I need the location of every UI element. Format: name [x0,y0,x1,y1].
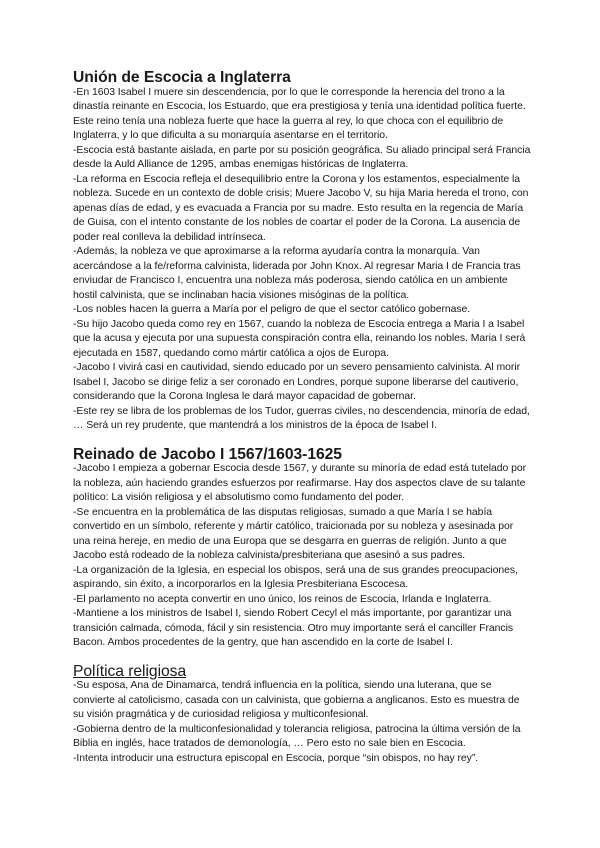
paragraph: -La organización de la Iglesia, en especial los obispos, será una de sus grandes preocupaciones, aspirando, sin éxito, a incorporarlos en la Iglesia Presbiteriana Escocesa. [73,564,518,590]
paragraph: -El parlamento no acepta convertir en uno único, los reinos de Escocia, Irlanda e Inglaterra. [73,593,492,605]
paragraph: -Este rey se libra de los problemas de los Tudor, guerras civiles, no descendencia, minoría de edad, … Será un rey prudente, que mantendrá a los ministros de la época de Isabel I. [73,405,530,431]
paragraph: -Además, la nobleza ve que aproximarse a la reforma ayudaría contra la monarquía. Van acercándose a la fe/reforma calvinista, liderada por John Knox. Al regresar Maria I de Francia tras enviudar de Francisco I, encuentra una nobleza más poderosa, siendo católica en un ambiente hostil calvinista, que se inclinaban hacia visiones misóginas de la política. [73,246,521,301]
paragraph: -Se encuentra en la problemática de las disputas religiosas, sumado a que María I se había convertido en un símbolo, referente y mártir católico, traicionada por su nobleza y asesinada por una reina hereje, en medio de una Europa que se desgarra en guerras de religión. Junto a que Jacobo está rodeado de la nobleza calvinista/presbiteriana que asesinó a sus padres. [73,506,514,561]
paragraph: -Intenta introducir una estructura episcopal en Escocia, porque “sin obispos, no hay rey”. [73,752,479,764]
section-heading: Unión de Escocia a Inglaterra [73,69,291,86]
document-body [73,71,533,780]
paragraph: -Los nobles hacen la guerra a María por el peligro de que el sector católico gobernase. [73,304,471,315]
paragraph: -En 1603 Isabel I muere sin descendencia, por lo que le corresponde la herencia del trono a la dinastía reinante en Escocia, los Estuardo, que era prestigiosa y tenía una identidad política fuerte. Este reino tenía una nobleza fuerte que hace la guerra al rey, lo que choca con el equilibrio de Inglaterra, y lo que dificulta a su monarquía asentarse en el territorio. [73,86,526,141]
section-politica-religiosa [73,662,533,767]
paragraph: -Jacobo I empieza a gobernar Escocia desde 1567, y durante su minoría de edad está tutelado por la nobleza, aún haciendo grandes esfuerzos por reafirmarse. Hay dos aspectos clave de su talante político: La visión religiosa y el absolutismo como fundamento del poder. [73,463,527,503]
section-union-escocia [73,71,533,434]
paragraph: -Mantiene a los ministros de Isabel I, siendo Robert Cecyl el más importante, por garantizar una transición calmada, cómoda, fácil y sin resistencia. Otro muy importante será el canciller Francis Bacon. Ambos procedentes de la gentry, que han ascendido en la corte de Isabel I. [73,608,514,648]
paragraph: -Gobierna dentro de la multiconfesionalidad y tolerancia religiosa, patrocina la última versión de la Biblia en inglés, hace tratados de demonología, … Pero esto no sale bien en Escocia. [73,723,521,749]
paragraph: -Jacobo I vivirá casi en cautividad, siendo educado por un severo pensamiento calvinista. Al morir Isabel I, Jacobo se dirige feliz a ser coronado en Londres, porque supone liberarse del cautiverio, considerando que la Corona Inglesa le dará mayor capacidad de gobernar. [73,362,521,402]
section-heading-underlined: Política religiosa [73,662,187,680]
paragraph: -Su esposa, Ana de Dinamarca, tendrá influencia en la política, siendo una luterana, que se convierte al catolicismo, casada con un calvinista, que gobierna a anglicanos. Esto es muestra de su visión pragmática y de curiosidad religiosa y multiconfesional. [73,680,520,720]
section-reinado-jacobo [73,445,533,651]
paragraph: -Escocia está bastante aislada, en parte por su posición geográfica. Su aliado principal será Francia desde la Auld Alliance de 1295, ambas enemigas históricas de Inglaterra. [73,144,531,170]
paragraph: -La reforma en Escocia refleja el desequilibrio entre la Corona y los estamentos, especialmente la nobleza. Sucede en un contexto de doble crisis; Muere Jacobo V, su hija Maria hereda el trono, con apenas días de edad, y es evacuada a Francia por su madre. Esto resulta en la regencia de María de Guisa, con el intento constante de los nobles de coartar el poder de la Corona. La ausencia de poder real conlleva la debilidad intrínseca. [73,173,529,243]
section-heading: Reinado de Jacobo I 1567/1603-1625 [73,445,342,463]
paragraph: -Su hijo Jacobo queda como rey en 1567, cuando la nobleza de Escocia entrega a Maria I a Isabel que la acusa y ejecuta por una supuesta conspiración contra ella, reinando los nobles. Maria I será ejecutada en 1587, quedando como mártir católica a ojos de Europa. [73,318,526,359]
